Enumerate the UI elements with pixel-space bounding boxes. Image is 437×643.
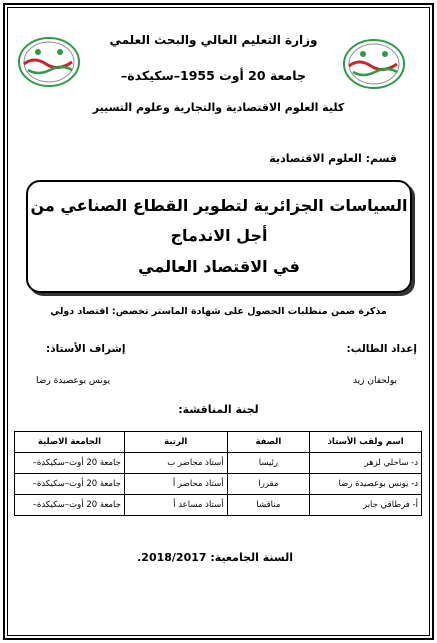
column-header-role: الصفة	[227, 432, 310, 453]
column-header-rank: الرتبة	[124, 432, 227, 453]
jury-member-university: جامعة 20 أوت–سكيكدة–	[15, 495, 125, 516]
jury-member-role: مناقشا	[227, 495, 310, 516]
jury-member-university: جامعة 20 أوت–سكيكدة–	[15, 474, 125, 495]
university-logo-right	[339, 36, 409, 92]
academic-year: السنة الجامعية: 2018/2017.	[137, 551, 293, 564]
jury-member-name: أ- فرطاقي جابر	[310, 495, 422, 516]
faculty-name: كلية العلوم الاقتصادية والتجارية وعلوم التسيير	[92, 101, 345, 114]
column-header-university: الجامعة الاصلية	[15, 432, 125, 453]
jury-table	[14, 431, 422, 516]
table-row	[15, 474, 422, 495]
table-row	[15, 495, 422, 516]
jury-member-name: د- يونس بوعصيدة رضا	[310, 474, 422, 495]
ministry-name: وزارة التعليم العالي والبحث العلمي	[109, 33, 318, 47]
jury-member-role: مقررا	[227, 474, 310, 495]
thesis-title-line-1: السياسات الجزائرية لتطوير القطاع الصناعي من أجل الاندماج	[30, 195, 408, 246]
memo-description: مذكرة ضمن متطلبات الحصول على شهادة الماستر تخصص: اقتصاد دولي	[50, 306, 387, 317]
university-logo-left	[14, 34, 84, 90]
column-header-name: اسم ولقب الأستاذ	[310, 432, 422, 453]
prepared-by-label: إعداد الطالب:	[346, 343, 417, 355]
thesis-title-box	[26, 180, 412, 293]
student-name: بولحفان زيد	[352, 376, 397, 386]
department-label: قسم: العلوم الاقتصادية	[269, 152, 397, 165]
jury-member-name: د- ساحلي لزهر	[310, 453, 422, 474]
university-name: جامعة 20 أوت 1955–سكيكدة–	[120, 68, 306, 83]
jury-member-role: رئيسا	[227, 453, 310, 474]
thesis-title-line-2: في الاقتصاد العالمي	[138, 256, 300, 276]
jury-member-university: جامعة 20 أوت–سكيكدة–	[15, 453, 125, 474]
jury-member-rank: أستاذ مساعد أ	[124, 495, 227, 516]
jury-member-rank: أستاذ محاضر ب	[124, 453, 227, 474]
jury-table-header-row	[15, 432, 422, 453]
jury-title: لجنة المناقشة:	[178, 403, 259, 416]
jury-member-rank: أستاذ محاضر أ	[124, 474, 227, 495]
supervisor-label: إشراف الأستاذ:	[46, 343, 126, 355]
supervisor-name: يونس بوعصيدة رضا	[36, 376, 111, 386]
table-row	[15, 453, 422, 474]
